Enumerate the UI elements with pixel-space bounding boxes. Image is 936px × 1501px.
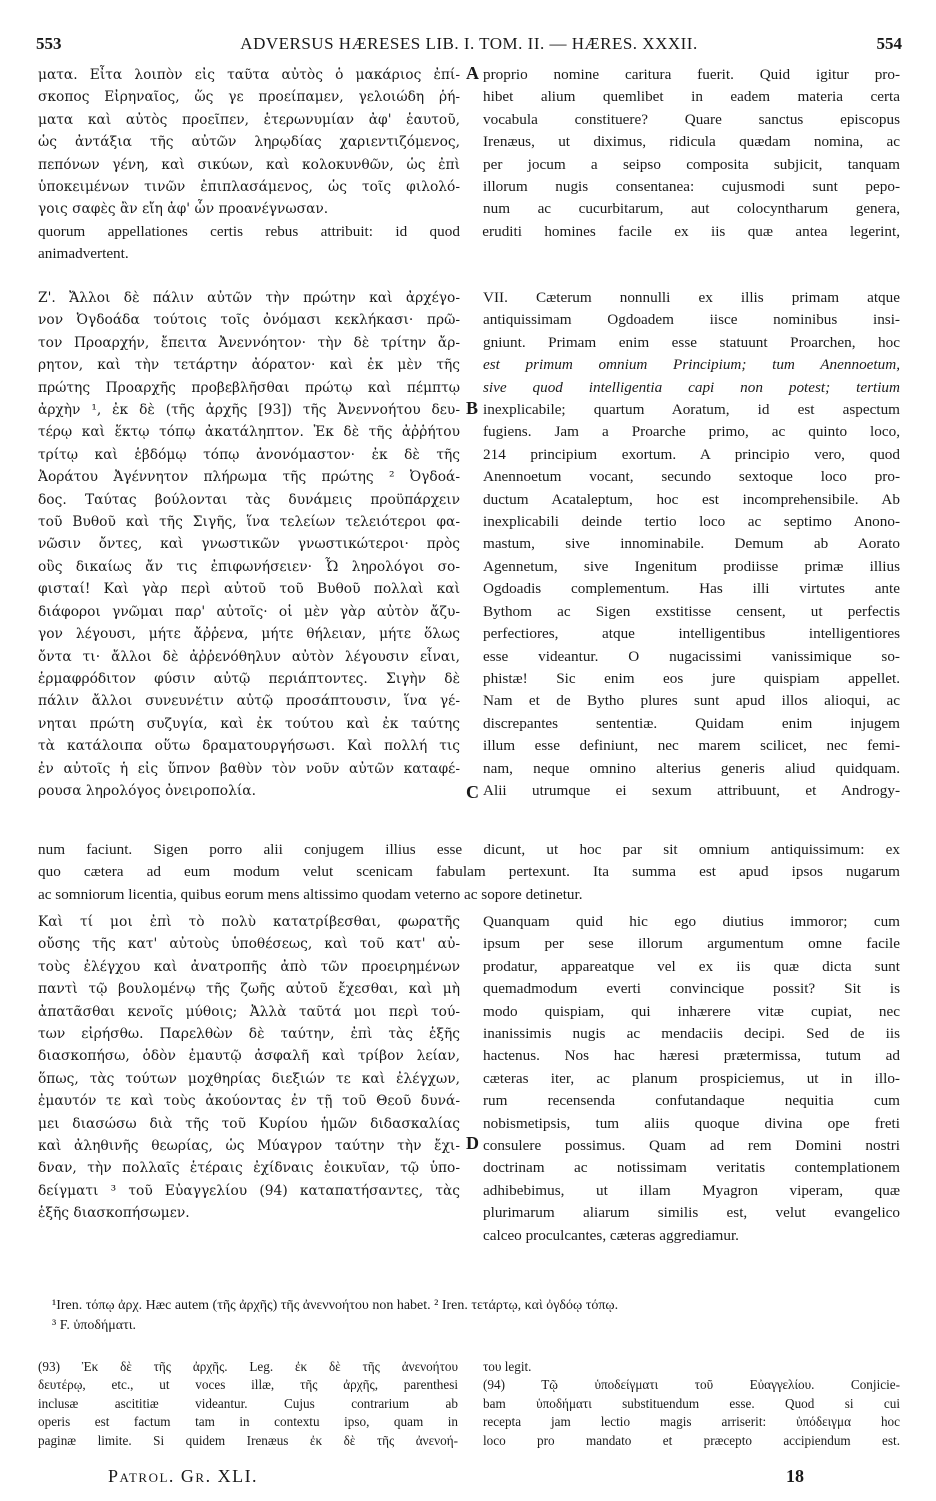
greek-line: των εἰρήσθω. Παρελθὼν δὲ ταύτην, ἐπὶ τὰς ἑξῆς [38,1026,460,1043]
greek-line: ὅπως, τὰς τούτων μοχθηρίας διεξιών τε καὶ ἐλέγχων, [38,1070,460,1087]
latin-column-vii [483,287,900,802]
latin-line: Ogdoadis complementum. Has illi virtutes ante [483,580,900,598]
latin-line: nam, neque omnino alterius generis aliud quidquam. [483,759,900,777]
latin-line: rum recensenda confutandaque nequitia cum [483,1092,900,1110]
greek-line: τέρῳ καὶ ἕκτῳ τόπῳ ἀκατάληπτον. Ἐκ δὲ τῆς ἀῤῥήτου [38,424,460,441]
greek-line: ὑποκειμένων τινῶν ἐπιπλασάμενος, ὡς τοῖς φιλολό- [38,179,460,196]
greek-line: ἑξῆς διασκοπήσωμεν. [38,1205,190,1222]
greek-line: Καὶ τί μοι ἐπὶ τὸ πολὺ κατατρίβεσθαι, φωρατῆς [38,914,460,930]
greek-line: ἐν αὐτοῖς ἡ εἰς ὕπνον βαθὺν τὸν νοῦν αὐτῶν καταφέ- [38,760,460,777]
footnote-line: ³ F. ὑποδήματι. [52,1318,137,1333]
latin-line: sive quod intelligentia capi non potest; tertium [483,378,900,396]
latin-column-top [483,64,900,221]
greek-line: ἑρμαφρόδιτον φύσιν αὐτῷ περιάπτοντες. Σιγὴν δὲ [38,670,460,687]
latin-line: fugiens. Jam a Proarche primo, ac quinto loco, [483,423,900,441]
note-line: paginæ limite. Si quidem Irenæus ἐκ δὲ τῆς ἀνενοή- [38,1432,458,1448]
greek-line: ματα. Εἶτα λοιπὸν εἰς ταῦτα αὐτὸς ὁ μακάριος ἐπί- [38,67,460,83]
latin-line: num ac cucurbitarum, aut colocyntharum genera, [483,200,900,218]
latin-column-end [483,911,900,1247]
greek-line: ὡς ἀντάξια τῆς αὐτῶν ληρῳδίας χαριεντιζόμενος, [38,134,460,151]
greek-line: νον Ὀγδοάδα τούτοις τοῖς ὀνόμασι κεκλήκασι· πρῶ- [38,312,460,329]
latin-line: Irenæus, ut diximus, ridicula quædam nomina, ac [483,133,900,151]
greek-line: ἐμαυτόν τε καὶ τοὺς ἀκούοντας ἐν τῇ τοῦ Θεοῦ δυνά- [38,1093,460,1110]
latin-line: Nam et de Bytho plures sunt apud illos alioqui, ac [483,692,900,710]
greek-line: σκοπος Εἰρηναῖος, ὥς γε προείπαμεν, γελοιώδη ῥή- [38,89,460,106]
greek-line: παντὶ τῷ βουλομένῳ τῆς ζωῆς αὐτοῦ ἔχεσθαι, καὶ μὴ [38,981,460,998]
latin-line: VII. Cæterum nonnulli ex illis primam atque [483,289,900,306]
greek-line: νηται πρώτη συζυγία, καὶ ἐκ τούτου καὶ ἐκ ταύτης [38,715,460,732]
latin-line: modo quispiam, qui inhærere vitæ cupiat, nec [483,1002,900,1020]
latin-line: gniunt. Primam enim esse statuunt Proarchen, hoc [483,333,900,351]
footnote-line: ¹Iren. τόπῳ ἀρχ. Hæc autem (τῆς ἀρχῆς) τῆς ἀνεννοήτου non habet. ² Iren. τετάρτῳ, καὶ ὀγδόῳ τόπῳ. [52,1298,619,1313]
greek-line: οὓς δικαίως ἄν τις ἐπιφωνήσειεν· Ὦ ληρολόγοι σο- [38,558,460,575]
latin-line: ipsum per sese illorum argumentum omne facile [483,935,900,953]
greek-line: ματα καὶ αὐτὸς προεῖπεν, ἑτερωνυμίαν ἀφ' ἑαυτοῦ, [38,111,460,128]
latin-line: illorum nugis consentanea: cujusmodi sunt pepo- [483,178,900,196]
greek-line: διασκοπήσω, ὁδὸν ἐμαυτῷ ἀσφαλῆ καὶ τρίβον λείαν, [38,1048,460,1065]
greek-line: νῶσιν ὄντες, καὶ γνωστικῶν γνωστικώτεροι· πρὸς [38,536,460,553]
latin-line: discrepantes sententiæ. Quidam enim injugem [483,714,900,732]
editor-notes-right [483,1358,900,1450]
page-footer [0,1466,936,1492]
page-number-left: 553 [36,34,62,53]
greek-line: τὰ κατάλοιπα οὕτω δραματουργήσωσι. Καὶ πολλή τις [38,738,460,755]
greek-line: τοῦ Βυθοῦ καὶ τῆς Σιγῆς, ἵνα τελείων τελειότεροι φα- [38,514,460,531]
note-line: recepta jam lectio magis arriserit: ὑπόδειγμα hoc [483,1414,900,1430]
note-line: inclusæ ascititiæ videantur. Cujus contrarium ab [38,1395,458,1411]
full-line: ac somniorum licentia, quibus eorum mens altissimo quodam veterno ac sopore detinetur. [38,885,583,903]
greek-line: τρίτῳ καὶ ἑβδόμῳ τόπῳ ἀνονόμαστον· ἐκ δὲ τῆς [38,446,460,463]
note-line: (93) Ἐκ δὲ τῆς ἀρχῆς. Leg. ἐκ δὲ τῆς ἀνενοήτου [38,1359,458,1374]
greek-line: ρητον, καὶ τὴν τετάρτην ἀόρατον· καὶ ἐκ μὲν τῆς [38,357,460,374]
latin-line: perfectiores, atque intelligentibus intelligentiores [483,625,900,643]
latin-line: adhibebimus, ut illam Myagron viperam, quæ [483,1181,900,1199]
latin-line: est primum omnium Principium; tum Anennoetum, [483,356,900,374]
greek-line: φισταί! Καὶ γὰρ περὶ αὐτοῦ τοῦ Βυθοῦ πολλαὶ καὶ [38,581,460,598]
footer-signature: 18 [786,1466,804,1486]
footnotes [52,1296,902,1336]
note-line: loco pro mandato et præcepto accipiendum est. [483,1432,900,1448]
note-line: (94) Τῷ ὑποδείγματι τοῦ Εὐαγγελίου. Conjicie- [483,1377,900,1393]
greek-line: γοις σαφὲς ἂν εἴη ἀφ' ὧν προανέγνωσαν. [38,201,329,218]
page-number-right: 554 [876,34,902,53]
latin-line: quemadmodum everti convincique possit? Sit is [483,980,900,998]
latin-line: calceo proculcantes, cæteras aggrediamur. [483,1226,739,1244]
running-header [36,34,902,58]
greek-line: πεπόνων γένη, καὶ σικύων, καὶ κολοκυνθῶν, ὡς ἐπὶ [38,156,460,173]
greek-column-vii [38,287,460,802]
margin-letter-b: B [466,398,479,418]
latin-line: plurimarum aliarum similis est, velut evangelico [483,1204,900,1222]
greek-line: δείγματι ³ τοῦ Εὐαγγελίου (94) καταπατήσαντες, τὰς [38,1182,460,1199]
greek-line: διάφοροι γνῶμαι παρ' αὐτοῖς· οἱ μὲν γὰρ αὐτὸν ἄζυ- [38,603,460,620]
note-line: δευτέρῳ, etc., ut voces illæ, τῆς ἀρχῆς, parenthesi [38,1377,458,1393]
footer-series: Patrol. Gr. XLI. [108,1466,259,1486]
latin-line: cæteras iter, ac planum prospiciemus, ut in illo- [483,1069,900,1087]
latin-line: Bythom ac Sigen exstitisse censent, ut perfectis [483,602,900,620]
latin-line: Agennetum, sive Ingenitum prodiisse primæ illius [483,557,900,575]
latin-line: phistæ! Sic enim eos jure quispiam appellet. [483,669,900,687]
greek-line: γον λέγουσι, μήτε ἄῤῥενα, μήτε θήλειαν, μήτε ὅλως [38,626,460,643]
note-line: bam ὑποδήματι substituendum esse. Quod si cui [483,1395,900,1411]
greek-line: Ἀοράτου Ἀγέννητον πλήρωμα τῆς πρώτης ² Ὀγδοά- [38,469,460,486]
latin-line: mastum, sive innominabile. Demum ab Aorato [483,535,900,553]
greek-line: ρουσα ληρολόγος ὀνειροπολία. [38,782,256,799]
note-line: του legit. [483,1359,532,1374]
latin-line: Quanquam quid hic ego diutius immoror; cum [483,913,900,930]
margin-letter-a: A [466,63,479,83]
greek-line: πρώτης Προαρχῆς προβεβλῆσθαι πρώτῳ καὶ πέμπτῳ [38,379,460,396]
latin-line: hibet alium quemlibet in eadem materia certa [483,88,900,106]
latin-line: inanissimis nugis ac mendaciis decipi. Sed de iis [483,1025,900,1043]
latin-line: consulere possimus. Quam ad rem Domini nostri [483,1137,900,1155]
full-width-latin-top [38,221,900,266]
latin-line: proprio nomine caritura fuerit. Quid igitur pro- [483,66,900,83]
latin-line: prodatur, appareatque vel ex iis quæ dicta sunt [483,957,900,975]
latin-line: Anennoetum vocant, secundo sextoque loco pro- [483,468,900,486]
greek-line: οὔσης τῆς κατ' αὐτοὺς ὑποθέσεως, καὶ τοῦ κατ' αὐ- [38,936,460,953]
latin-line: illum esse definiunt, nec marem scilicet, nec femi- [483,737,900,755]
latin-line: doctrinam ac notissimam veritatis contemplationem [483,1159,900,1177]
latin-line: vocabula constituere? Quare sanctus episcopus [483,110,900,128]
latin-line: esse videantur. O nugacissimi vanissimique so- [483,647,900,665]
greek-line: δναν, τὴν πολλαῖς ἑτέραις ἐχίδναις ἐοικυῖαν, τῷ ὑπο- [38,1160,460,1177]
full-line: num faciunt. Sigen porro alii conjugem illius esse dicunt, ut hoc par sit omnium antiquissimum: ex [38,841,900,858]
full-width-latin-vii [38,839,900,906]
latin-line: inexplicabile; quartum Aoratum, id est aspectum [483,401,900,419]
margin-letter-c: C [466,782,479,802]
greek-column-top [38,64,460,221]
latin-line: Alii utrumque ei sexum attribuunt, et Androgy- [483,781,900,799]
greek-line: τον Προαρχήν, ἔπειτα Ἀνεννόητον· τὴν δὲ τρίτην ἄρ- [38,334,460,351]
running-title: ADVERSUS HÆRESES LIB. I. TOM. II. — HÆRES. XXXII. [240,34,698,53]
latin-line: antiquissimam Ogdoadem iisce nominibus insi- [483,311,900,329]
margin-letter-d: D [466,1133,479,1153]
greek-line: ἀπατᾶσθαι κενοῖς μύθοις; Ἀλλὰ ταῦτά μοι περὶ τού- [38,1003,460,1020]
latin-line-with-column-number: 214 principium exortum. A principio vero, quod [483,445,900,463]
greek-column-end [38,911,460,1225]
greek-line: τοὺς ἐλέγχου καὶ ἀνατροπῆς ἀπὸ τῶν προειρημένων [38,958,460,975]
latin-line: ductum Acataleptum, hoc est incomprehensibile. Ab [483,490,900,508]
full-line: animadvertent. [38,245,129,263]
greek-line: πάλιν ἄλλοι συνευνέτιν αὐτῷ προσάπτουσιν, ἵνα γέ- [38,693,460,710]
greek-line: Ζ'. Ἄλλοι δὲ πάλιν αὐτῶν τὴν πρώτην καὶ ἀρχέγο- [38,290,460,306]
latin-line: nobismetipsis, tum aliis quoque divina ope freti [483,1114,900,1132]
greek-line: ὄντα τι· ἄλλοι δὲ ἀῤῥενόθηλυν αὐτὸν λέγουσιν εἶναι, [38,648,460,665]
greek-line: δος. Ταύτας βούλονται τὰς δυνάμεις προϋπάρχειν [38,491,460,508]
greek-line: καὶ ἀληθινῆς θεωρίας, ὡς Μύαγρον ταύτην τὴν ἔχι- [38,1138,460,1155]
greek-line: ἀρχὴν ¹, ἐκ δὲ (τῆς ἀρχῆς [93]) τῆς Ἀνεννοήτου δευ- [38,402,460,419]
editor-notes-left [38,1358,458,1450]
note-line: operis est factum tam in contextu ipso, quam in [38,1414,458,1430]
latin-line: per jocum a seipso composita subjicit, tanquam [483,155,900,173]
latin-line: hactenus. Nos hac hæresi prætermissa, tutum ad [483,1047,900,1065]
greek-line: μει διασώσω διὰ τῆς τοῦ Κυρίου ἡμῶν διδασκαλίας [38,1115,460,1132]
full-line: quorum appellationes certis rebus attribuit: id quod eruditi homines facile ex iis quæ antea legerint, [38,223,900,240]
latin-line: inexplicabili deinde tertio loco ac septimo Anono- [483,513,900,531]
full-line: quo cætera ad eum modum velut scenicam fabulam pertexunt. Ita summa est apud ipsos nugarum [38,863,900,881]
